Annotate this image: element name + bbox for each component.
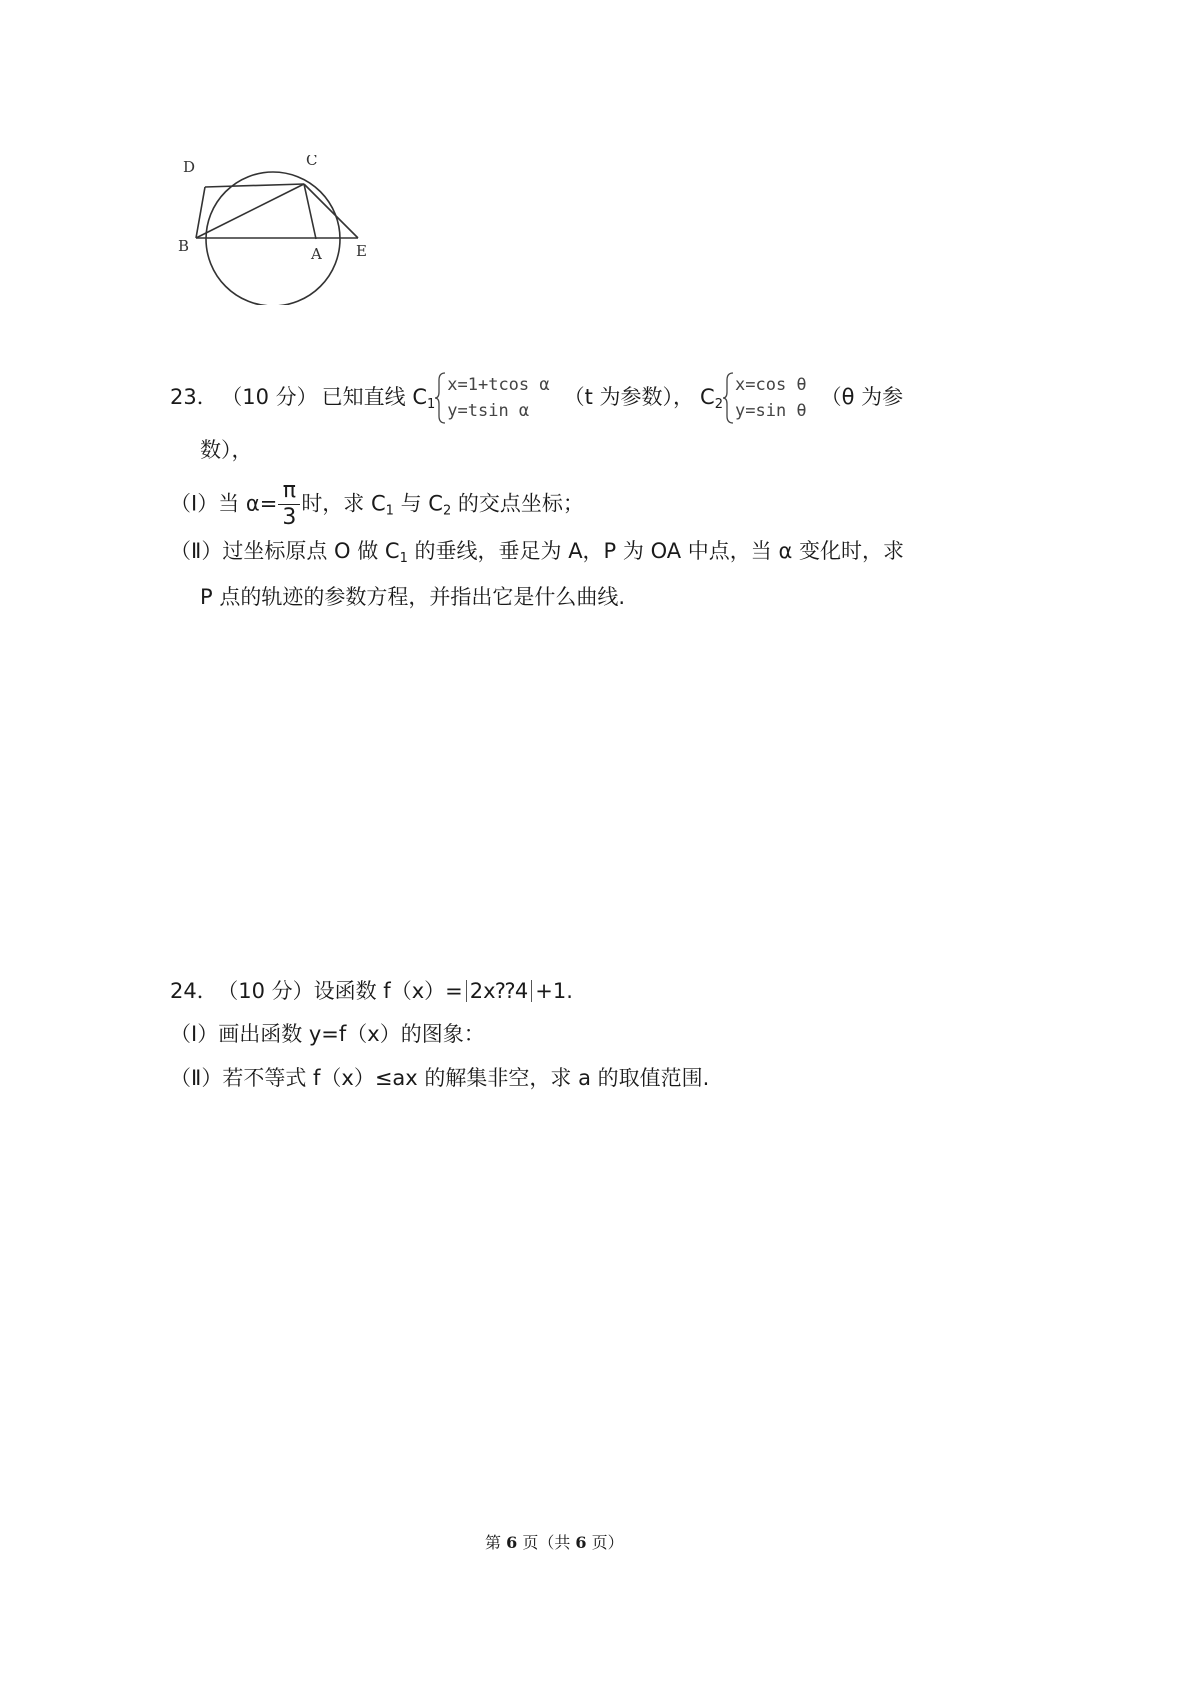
q23-number: 23． bbox=[170, 385, 218, 409]
segment-ce bbox=[304, 184, 358, 238]
q24-abs-inner: 2x⁇4 bbox=[469, 979, 529, 1003]
c1-y-equation: y=tsin α bbox=[447, 401, 530, 421]
q24-text-b: +1. bbox=[535, 979, 573, 1003]
circle-quadrilateral-figure bbox=[178, 155, 408, 305]
c2-y-equation: y=sin θ bbox=[735, 401, 807, 421]
label-e: E bbox=[356, 242, 367, 260]
q23-intro: 已知直线 C bbox=[321, 385, 427, 409]
segment-ca bbox=[304, 184, 316, 239]
footer-suffix: 页） bbox=[586, 1533, 624, 1552]
q23-line-1 bbox=[170, 372, 903, 424]
q23-c1-param: （t 为参数）， bbox=[563, 385, 695, 409]
q24-part-1: （Ⅰ）画出函数 y=f（x）的图象： bbox=[170, 1022, 485, 1046]
fraction-denominator: 3 bbox=[282, 505, 297, 530]
fraction-numerator: π bbox=[278, 478, 300, 505]
segment-dc bbox=[205, 184, 304, 187]
q23-score: （10 分） bbox=[231, 385, 318, 409]
q23-part1-mid2: 与 C bbox=[393, 491, 443, 516]
pi-over-3-fraction bbox=[278, 478, 300, 531]
q23-line-2: 数）， bbox=[200, 438, 253, 462]
q23-c2-label: C bbox=[700, 385, 715, 409]
q23-part1-mid: 时，求 C bbox=[301, 491, 386, 516]
q24-text-a: （10 分）设函数 f（x）= bbox=[227, 979, 463, 1003]
left-brace-icon bbox=[435, 372, 447, 424]
q23-part-2-line-2: P 点的轨迹的参数方程，并指出它是什么曲线. bbox=[200, 585, 626, 609]
q24-number: 24． bbox=[170, 979, 218, 1003]
left-brace-icon bbox=[723, 372, 735, 424]
footer-page-number: 6 bbox=[506, 1533, 518, 1552]
abs-bar-right bbox=[531, 980, 532, 1002]
q23-part-2-line-1 bbox=[170, 536, 904, 574]
q23-part2-a: （Ⅱ）过坐标原点 O 做 C bbox=[170, 539, 400, 563]
q23-c1-sub: 1 bbox=[426, 397, 436, 412]
segment-db bbox=[196, 187, 205, 238]
q24-part-2: （Ⅱ）若不等式 f（x）≤ax 的解集非空，求 a 的取值范围. bbox=[170, 1066, 710, 1090]
q23-part1-sub2: 2 bbox=[442, 503, 452, 519]
q23-part2-sub: 1 bbox=[399, 551, 408, 566]
q23-part1-suffix: 的交点坐标； bbox=[451, 491, 584, 516]
q23-part1-sub1: 1 bbox=[385, 503, 394, 519]
label-b: B bbox=[178, 237, 190, 255]
c1-equation-system bbox=[435, 372, 549, 424]
q23-part1-prefix: （Ⅰ）当 α= bbox=[170, 491, 278, 516]
q24-line-1 bbox=[170, 976, 573, 1006]
footer-mid: 页（共 bbox=[517, 1533, 576, 1552]
label-d: D bbox=[183, 158, 196, 176]
c2-equation-system bbox=[723, 372, 807, 424]
footer-total-pages: 6 bbox=[575, 1533, 587, 1552]
c1-x-equation: x=1+tcos α bbox=[447, 375, 550, 395]
label-a: A bbox=[311, 245, 322, 263]
abs-bar-left bbox=[466, 980, 467, 1002]
q23-c2-sub: 2 bbox=[714, 397, 723, 412]
label-c: C bbox=[306, 155, 318, 169]
q23-part-1 bbox=[170, 478, 584, 531]
q23-part2-b: 的垂线，垂足为 A，P 为 OA 中点，当 α 变化时，求 bbox=[407, 539, 904, 563]
page-footer bbox=[485, 1530, 624, 1553]
c2-x-equation: x=cos θ bbox=[735, 375, 807, 395]
q23-c2-param: （θ 为参 bbox=[820, 385, 904, 409]
footer-prefix: 第 bbox=[485, 1533, 507, 1552]
